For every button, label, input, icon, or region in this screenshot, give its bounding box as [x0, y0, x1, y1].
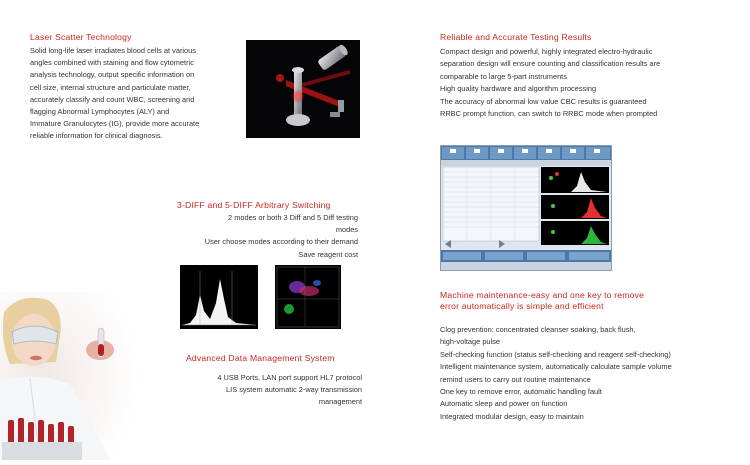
laser-body: [30, 45, 199, 143]
data-mgmt-line: 4 USB Ports, LAN port support HL7 protocol: [217, 373, 362, 382]
data-mgmt-title: Advanced Data Management System: [186, 353, 335, 363]
technician-drawing: [0, 292, 140, 460]
laser-line: reliable information for clinical diagnosis.: [30, 131, 163, 141]
data-mgmt-line: management: [318, 397, 362, 407]
maintenance-line: remind users to carry out routine maintenance: [440, 374, 591, 384]
data-mgmt-line: LIS system automatic 2-way transmission: [226, 385, 362, 395]
laser-line: accurately classify and count WBC, screening and: [30, 94, 195, 104]
scatter-drawing: [275, 265, 341, 329]
switching-line: modes: [335, 225, 358, 235]
histogram-image: [180, 265, 258, 329]
reliable-line: High quality hardware and algorithm processing: [440, 84, 597, 94]
maintenance-line: Intelligent maintenance system, automatically calculate sample volume: [440, 362, 672, 372]
laser-line: flagging Abnormal Lymphocytes (ALY) and: [30, 107, 170, 117]
laser-line: analysis technology, output specific information on: [30, 70, 195, 80]
scatter-plot-image: [275, 265, 341, 329]
data-mgmt-body: [217, 372, 362, 409]
maintenance-line: Automatic sleep and power on function: [440, 399, 568, 409]
maintenance-line: high-voltage pulse: [440, 337, 500, 347]
maintenance-title: [440, 290, 644, 312]
laser-optics-image: [246, 40, 360, 138]
switching-line: User choose modes according to their demand: [204, 237, 358, 247]
laser-line: Immature Granulocytes (IG), provide more accurate: [30, 119, 200, 129]
laser-title: Laser Scatter Technology: [30, 32, 132, 42]
histogram-drawing: [180, 265, 258, 329]
laser-line: cell size, internal structure and particulate matter,: [30, 82, 191, 92]
reliable-line: comparable to large 5-part instruments: [440, 71, 567, 81]
laser-line: Solid long-life laser irradiates blood cells at various: [30, 46, 196, 55]
laser-optics-drawing: [246, 40, 360, 138]
reliable-line: RRBC prompt function, can switch to RRBC mode when prompted: [440, 109, 658, 119]
switching-title: 3-DIFF and 5-DIFF Arbitrary Switching: [177, 200, 331, 210]
switching-body: [205, 212, 358, 261]
lab-technician-photo: [0, 292, 140, 460]
maintenance-body: [440, 324, 672, 423]
maintenance-line: One key to remove error, automatic handling fault: [440, 387, 602, 397]
switching-line: 2 modes or both 3 Diff and 5 Diff testing: [228, 213, 358, 222]
software-drawing: [441, 146, 611, 270]
reliable-line: Compact design and powerful, highly integrated electro-hydraulic: [440, 47, 653, 56]
reliable-line: separation design will ensure counting and classification results are: [440, 59, 661, 69]
maintenance-title-line: Machine maintenance-easy and one key to remove: [440, 290, 645, 300]
maintenance-line: Integrated modular design, easy to maintain: [440, 411, 584, 421]
laser-line: angles combined with staining and flow cytometric: [30, 58, 194, 68]
analyzer-software-screenshot: [440, 145, 612, 271]
switching-line: Save reagent cost: [298, 249, 358, 259]
reliable-line: The accuracy of abnormal low value CBC results is guaranteed: [440, 96, 647, 106]
reliable-title: Reliable and Accurate Testing Results: [440, 32, 592, 42]
maintenance-line: Self-checking function (status self-checking and reagent self-checking): [440, 349, 671, 359]
maintenance-title-line: error automatically is simple and efficient: [440, 301, 604, 311]
reliable-body: [440, 46, 660, 120]
maintenance-line: Clog prevention: concentrated cleanser soaking, back flush,: [440, 325, 636, 334]
